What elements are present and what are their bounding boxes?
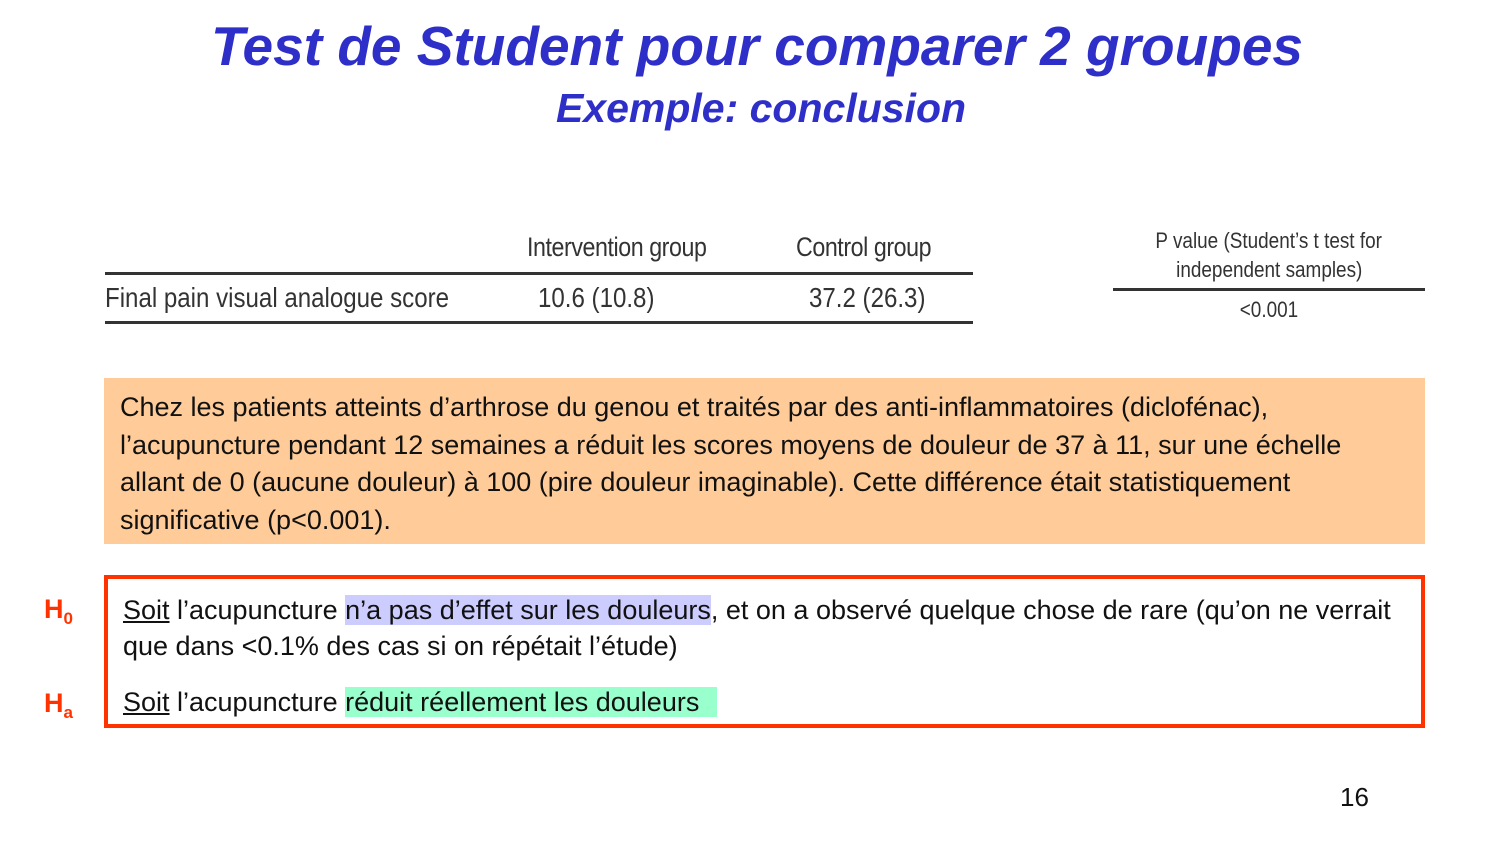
- slide-title: Test de Student pour comparer 2 groupes: [210, 15, 1304, 77]
- ha-statement: [123, 684, 1406, 720]
- ha-pre: l’acupuncture: [169, 687, 346, 717]
- hypotheses-box: [104, 575, 1425, 728]
- pvalue-column: [1113, 226, 1425, 323]
- h0-highlight: n’a pas d’effet sur les douleurs: [345, 595, 711, 625]
- page-number: 16: [1340, 782, 1369, 812]
- conclusion-box: Chez les patients atteints d’arthrose du genou et traités par des anti-inflammatoires (diclofénac), l’acupuncture pendant 12 semaines a réduit les scores moyens de douleur de 37 à 11, sur une échelle allant de 0 (aucune douleur) à 100 (pire douleur imaginable). Cette différence était statistiquement significative (p<0.001).: [104, 378, 1425, 544]
- ha-label: $H_a$: [44, 688, 73, 722]
- ha-soit: Soit: [123, 687, 170, 717]
- h0-subscript: 0: [63, 609, 73, 628]
- h0-post: , et on a observé quelque chose de rare (qu’on ne verrait que dans <0.1% des cas si on répétait l’étude): [123, 595, 1391, 661]
- col-control-header: Control group: [796, 232, 932, 262]
- h0-statement: [123, 592, 1406, 664]
- h0-pre: l’acupuncture: [169, 595, 346, 625]
- table-header: [105, 228, 973, 275]
- control-value: 37.2 (26.3): [809, 282, 926, 313]
- slide-subtitle: Exemple: conclusion: [555, 85, 967, 131]
- results-table: [105, 228, 973, 324]
- h0-label: $H_0$: [44, 594, 73, 628]
- intervention-value: 10.6 (10.8): [538, 282, 655, 313]
- pvalue-header: [1113, 226, 1425, 291]
- h0-soit: Soit: [123, 595, 170, 625]
- pvalue-header-line1: P value (Student’s t test for: [1155, 228, 1383, 253]
- col-intervention-header: Intervention group: [527, 232, 707, 262]
- ha-highlight: réduit réellement les douleurs: [345, 687, 717, 717]
- pvalue-value: <0.001: [1239, 297, 1299, 322]
- row-label: Final pain visual analogue score: [105, 282, 450, 313]
- ha-subscript: a: [63, 703, 73, 722]
- pvalue-header-line2: independent samples): [1175, 257, 1363, 282]
- table-row: [105, 275, 973, 324]
